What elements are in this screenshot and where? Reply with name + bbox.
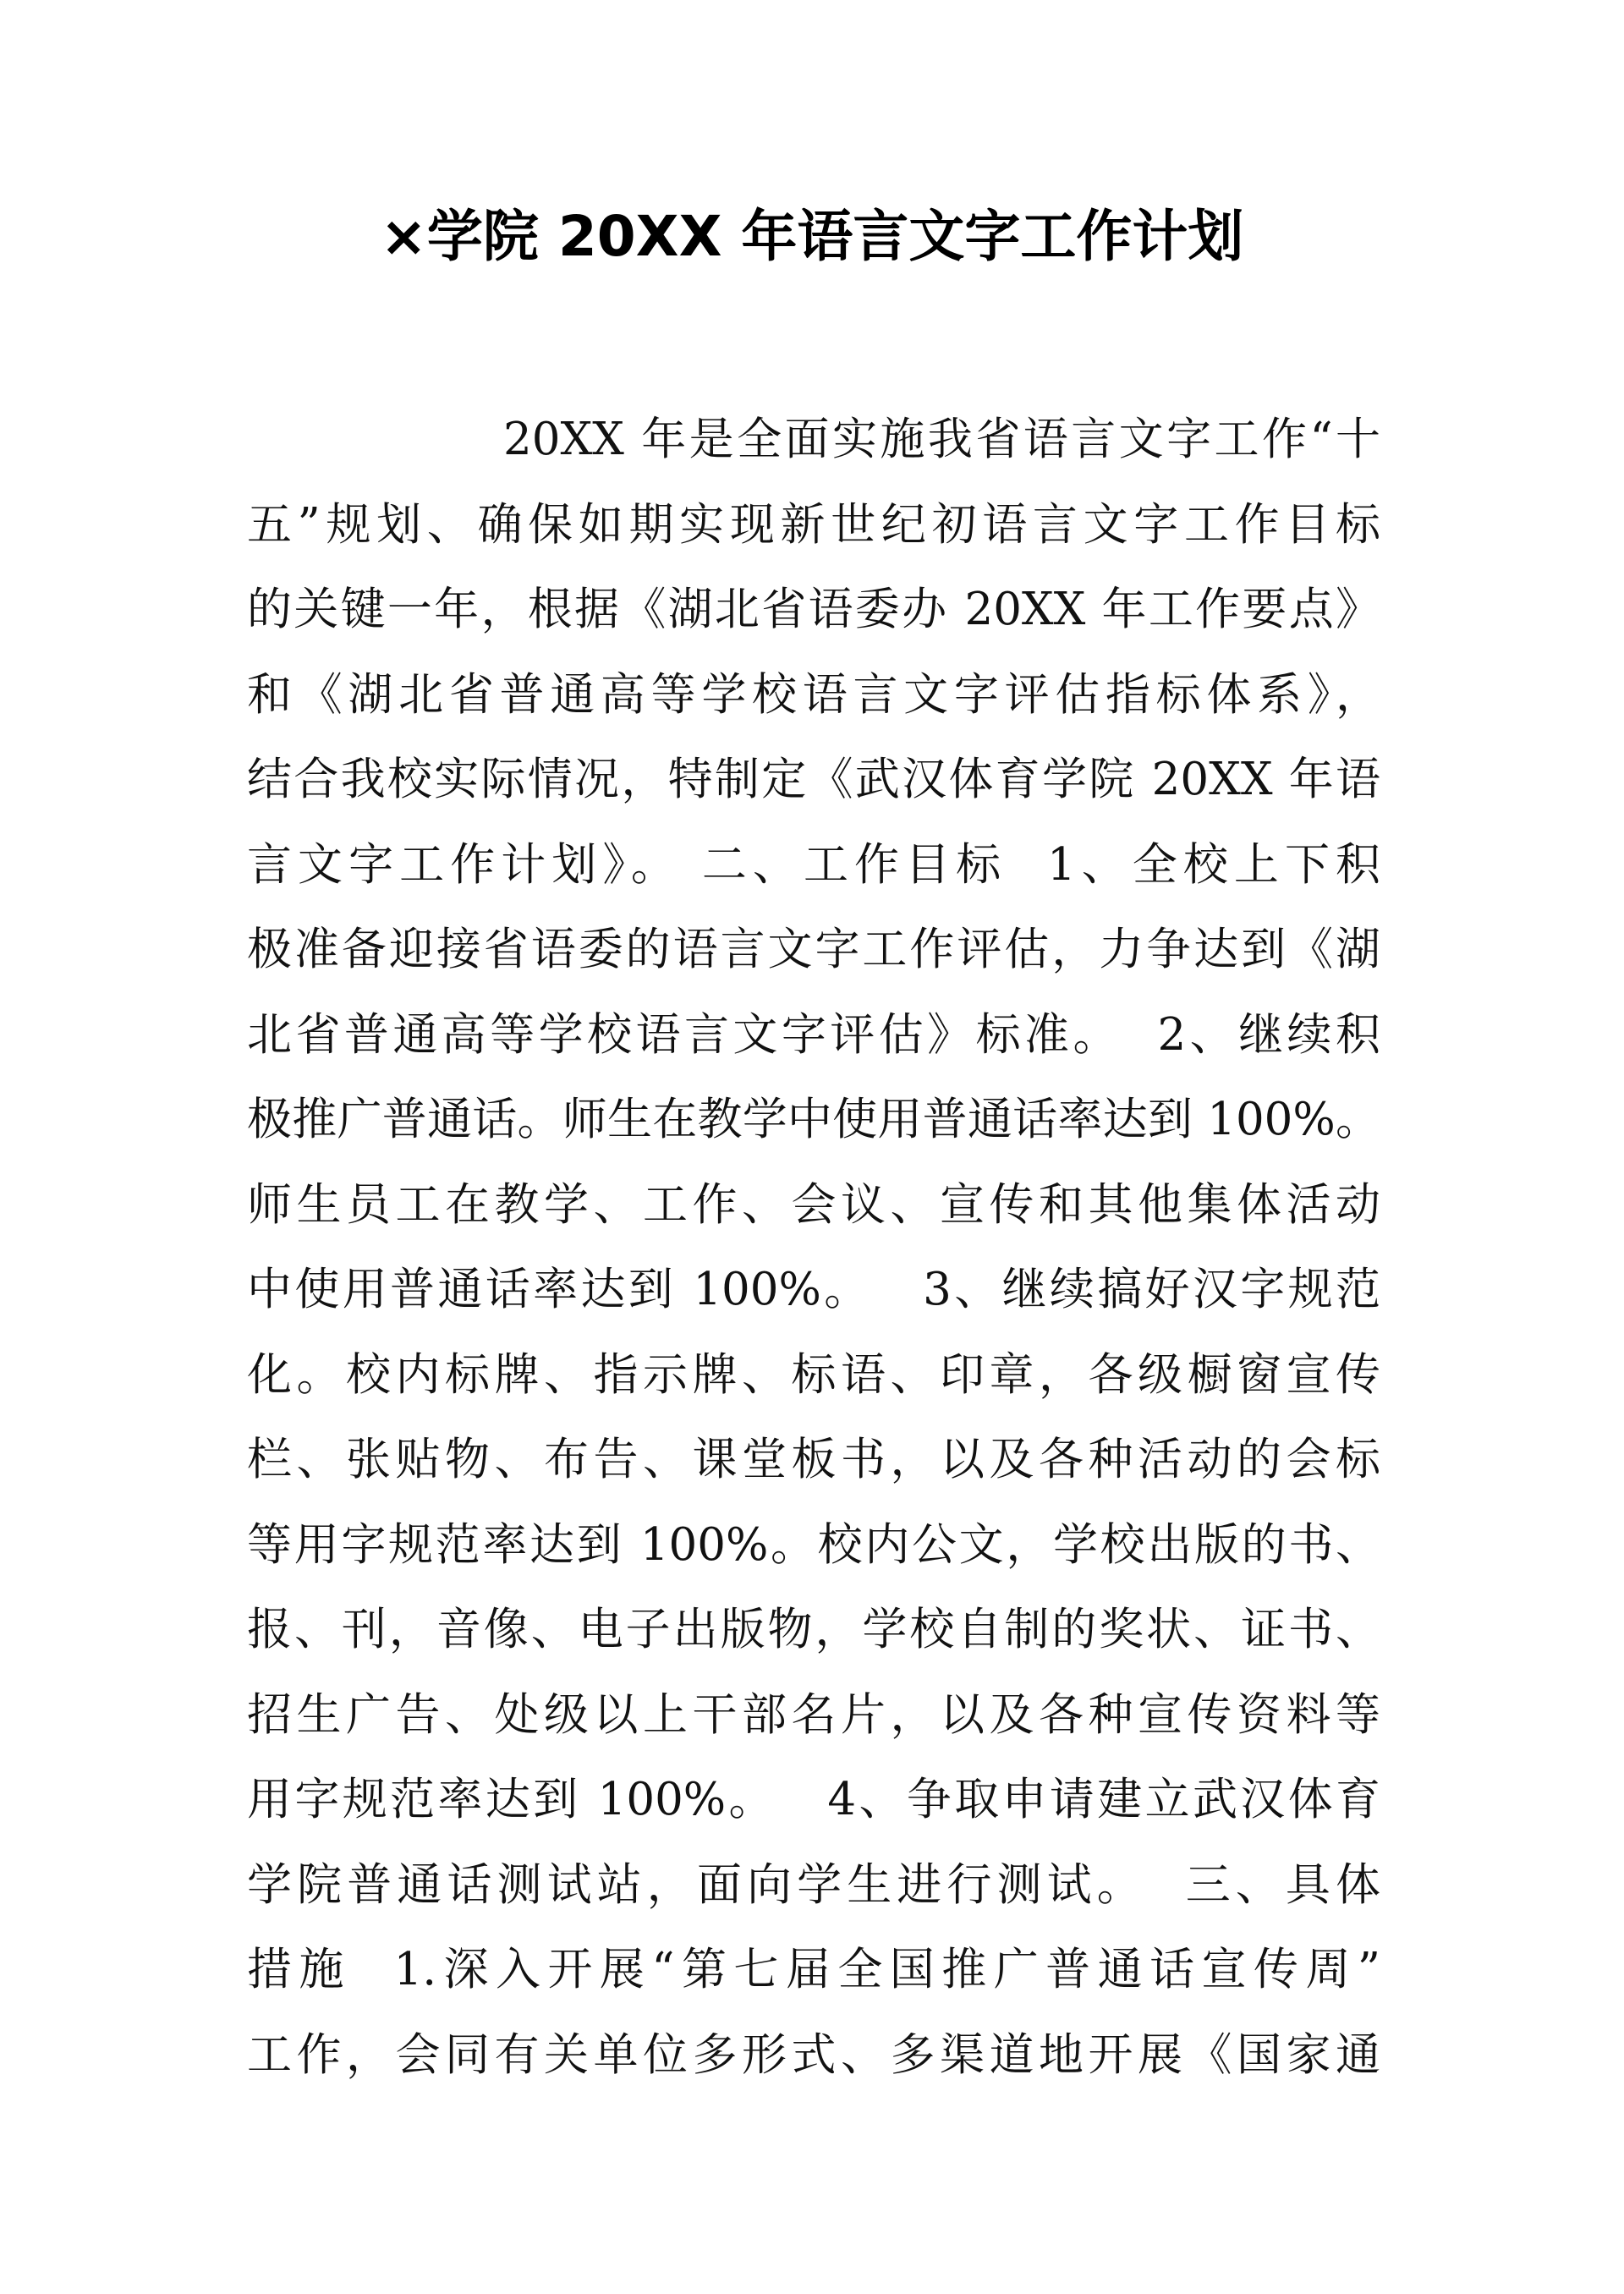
body-line: 言文字工作计划》。 二、工作目标 1、全校上下积 — [247, 838, 1380, 891]
body-line: 措施 1.深入开展“第七届全国推广普通话宣传周” — [247, 1944, 1380, 1995]
body-line: 和《湖北省普通高等学校语言文字评估指标体系》， — [247, 668, 1380, 721]
body-line: 报、刊，音像、电子出版物，学校自制的奖状、证书、 — [247, 1604, 1380, 1655]
body-line: 招生广告、处级以上干部名片，以及各种宣传资料等 — [247, 1688, 1380, 1741]
body-line: 学院普通话测试站，面向学生进行测试。 三、具体 — [247, 1858, 1380, 1911]
body-line: 结合我校实际情况，特制定《武汉体育学院 20XX 年语 — [247, 754, 1380, 805]
body-line: 栏、张贴物、布告、课堂板书，以及各种活动的会标 — [247, 1434, 1380, 1485]
body-line: 北省普通高等学校语言文字评估》标准。 2、继续积 — [247, 1008, 1380, 1061]
body-line: 五”规划、确保如期实现新世纪初语言文字工作目标 — [247, 498, 1380, 551]
document-title: ×学院 20XX 年语言文字工作计划 — [380, 204, 1244, 269]
body-line: 中使用普通话率达到 100%。 3、继续搞好汉字规范 — [247, 1264, 1380, 1315]
body-line: 20XX 年是全面实施我省语言文字工作“十 — [503, 414, 1380, 465]
body-line: 等用字规范率达到 100%。校内公文，学校出版的书、 — [247, 1518, 1380, 1571]
body-line: 用字规范率达到 100%。 4、争取申请建立武汉体育 — [247, 1774, 1380, 1825]
body-line: 极准备迎接省语委的语言文字工作评估，力争达到《湖 — [247, 924, 1380, 975]
body-line: 的关键一年，根据《湖北省语委办 20XX 年工作要点》 — [247, 584, 1380, 635]
document-body — [247, 398, 1380, 2098]
body-line: 师生员工在教学、工作、会议、宣传和其他集体活动 — [247, 1178, 1380, 1231]
body-line: 工作，会同有关单位多形式、多渠道地开展《国家通 — [247, 2028, 1380, 2081]
body-line: 极推广普通话。师生在教学中使用普通话率达到 100%。 — [247, 1094, 1380, 1145]
body-line: 化。校内标牌、指示牌、标语、印章，各级橱窗宣传 — [247, 1348, 1380, 1401]
